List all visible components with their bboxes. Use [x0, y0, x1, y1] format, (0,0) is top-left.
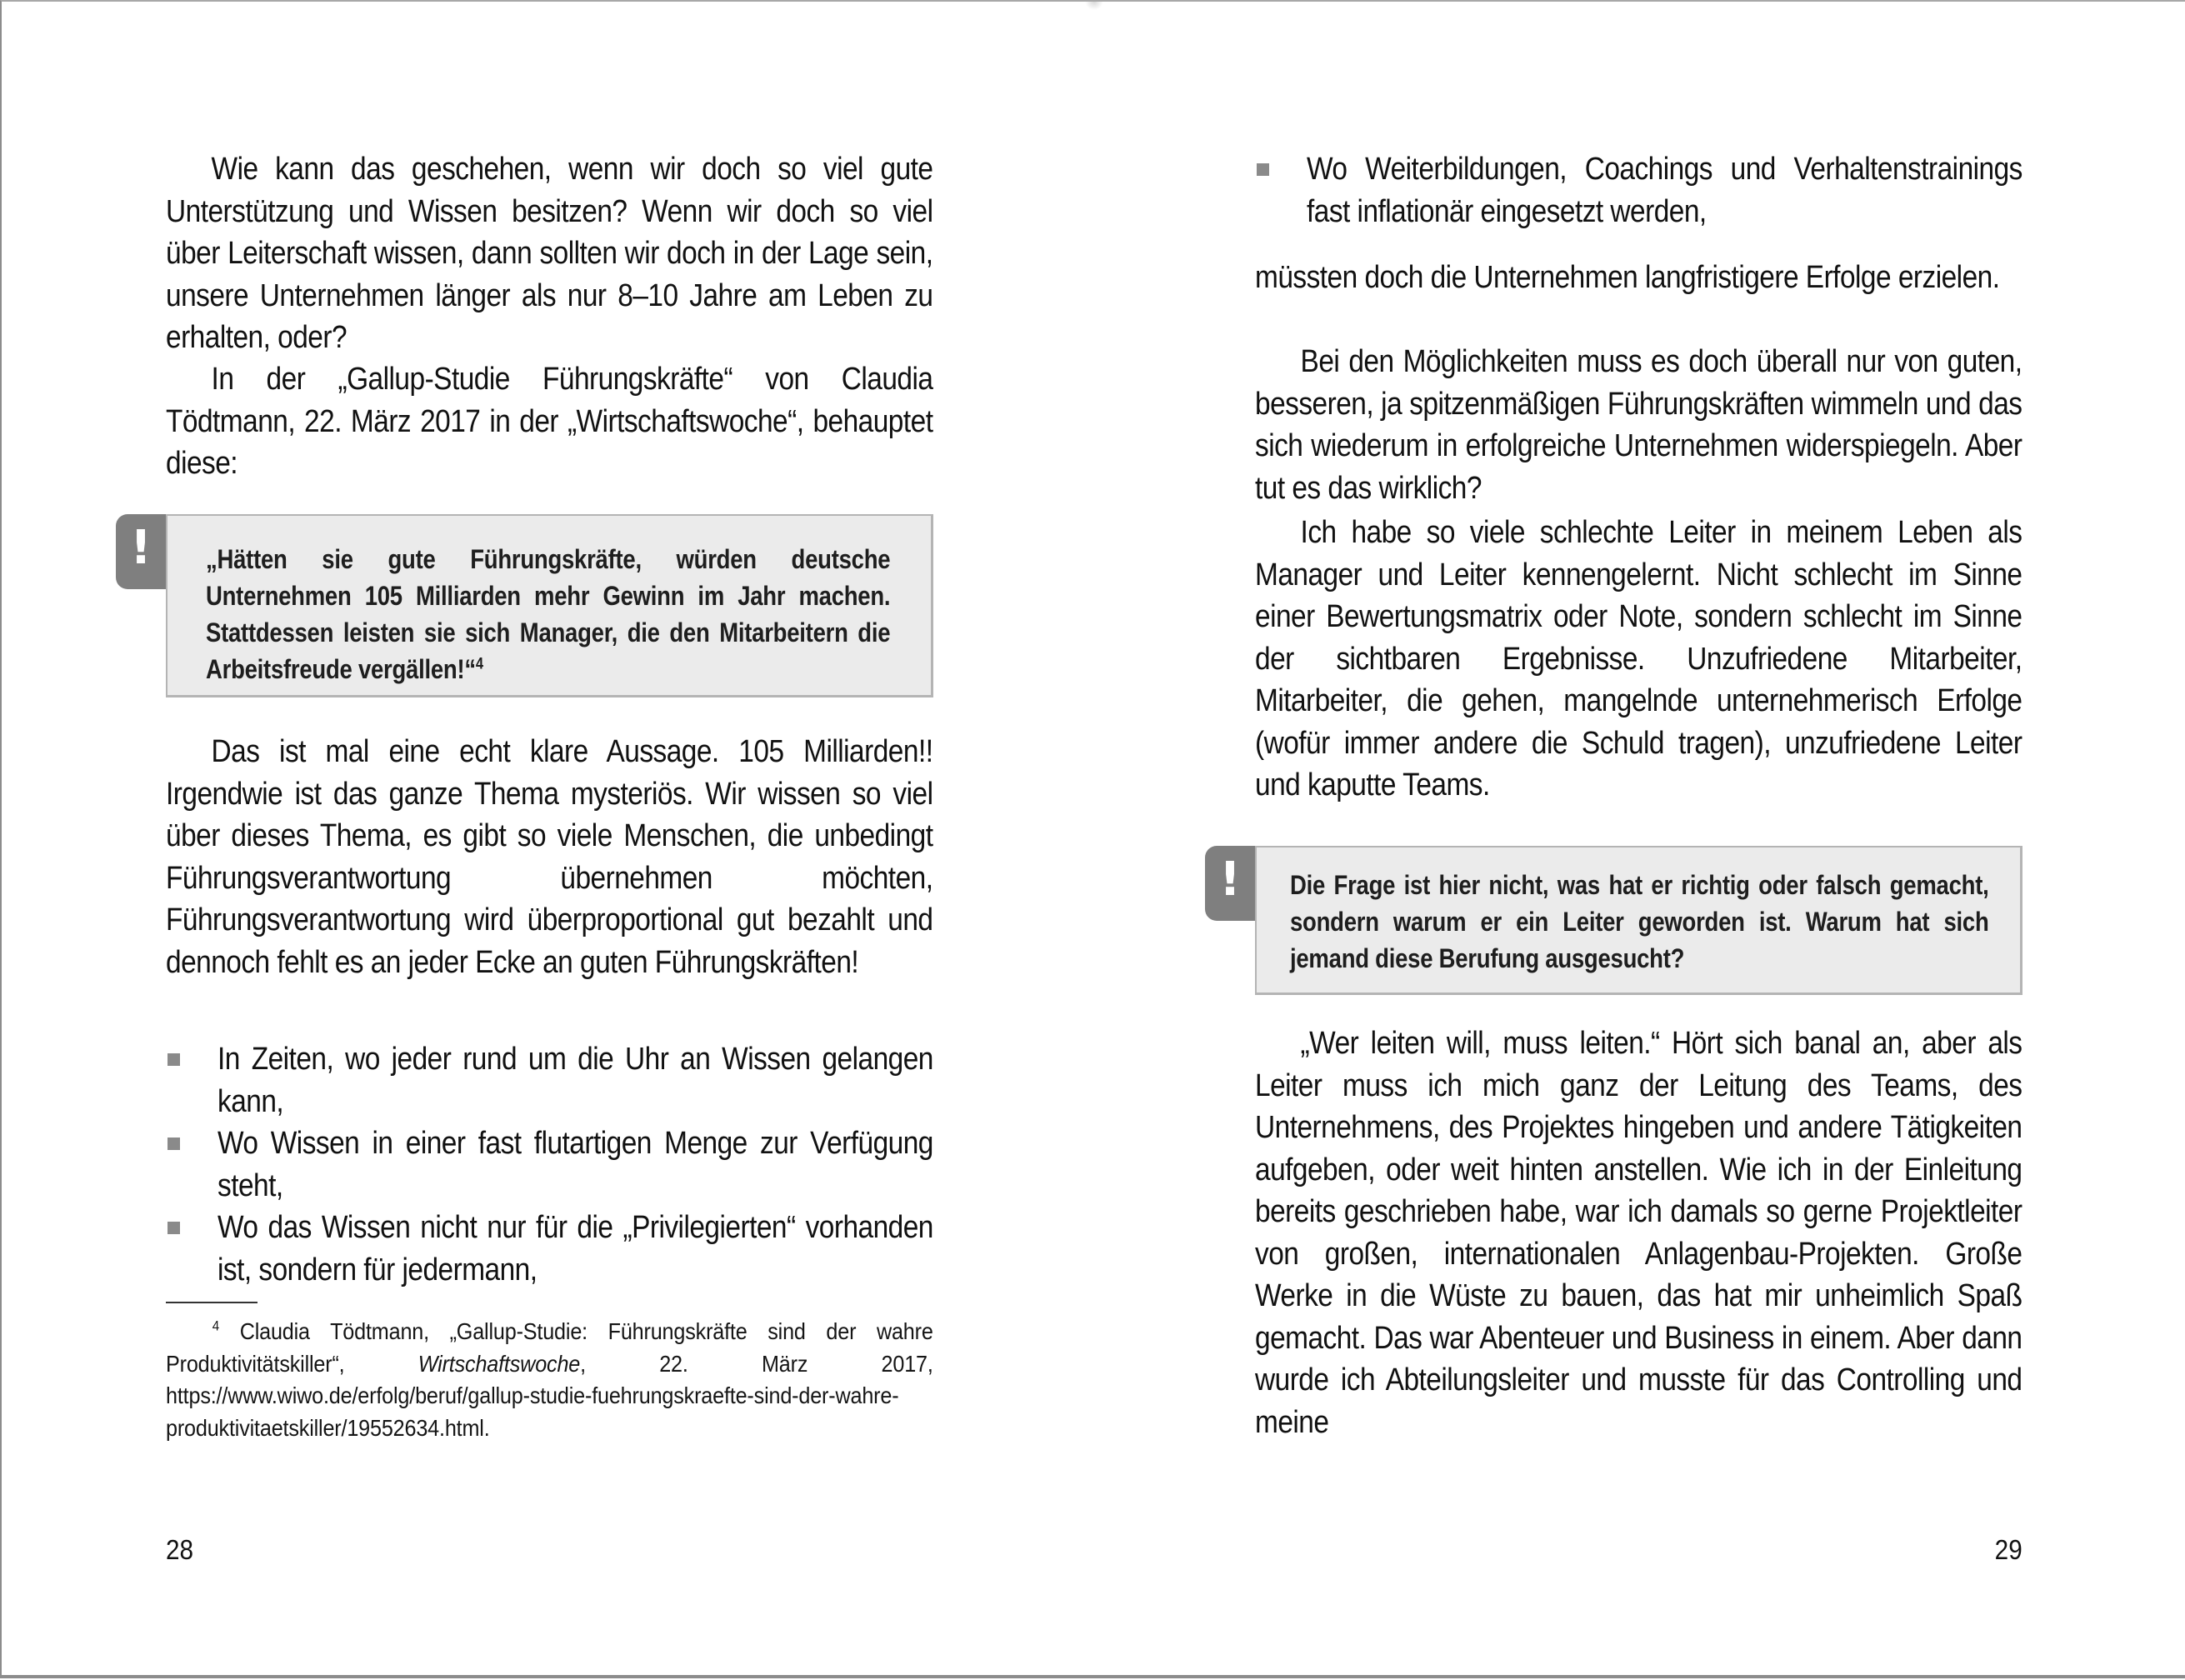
paragraph-text: Wie kann das geschehen, wenn wir doch so viel gute Unterstützung und Wissen besitzen? Wenn wir doch so viel über Leiterschaft wissen, dann sollten wir doch in der Lage sein, unsere Unternehmen länger als nur 8–10 Jahre am Leben zu erhalten, oder?: [166, 152, 933, 355]
footnote-text-start: Claudia Tödtmann, „Gallup-Studie: Führungskräfte sind der wahre Produktivitätskiller“,: [166, 1318, 933, 1377]
bullet-square-icon: [168, 1053, 180, 1066]
exclamation-icon: !: [1219, 852, 1241, 907]
left-paragraph-2: [166, 358, 933, 485]
callout-tab: [1205, 846, 1255, 921]
left-page: [2, 2, 1094, 1680]
right-page: [1094, 2, 2185, 1680]
bullet-square-icon: [1257, 163, 1269, 176]
bullet-square-icon: [168, 1138, 180, 1150]
footnote-number: 4: [212, 1318, 220, 1334]
paragraph-text: „Wer leiten will, muss leiten.“ Hört sich banal an, aber als Leiter muss ich mich ganz der Leitung des Teams, des Unternehmens, des Projektes hingeben und andere Tätigkeiten aufgeben, oder weit hinten anstellen. Wie ich in der Einleitung bereits geschrieben habe, war ich damals so gerne Projektleiter von großen, internationalen Anlagenbau-Projekten. Große Werke in die Wüste zu bauen, das hat mir unheimlich Spaß gemacht. Das war Abenteuer und Business in einem. Aber dann wurde ich Abteilungsleiter und musste für das Controlling und meine: [1255, 1026, 2022, 1440]
bullet-list: [1255, 148, 2022, 232]
right-paragraph-4: [1255, 1022, 2022, 1443]
callout-text: Die Frage ist hier nicht, was hat er richtig oder falsch gemacht, sondern warum er ein Leiter geworden ist. Warum hat sich jemand diese Berufung ausgesucht?: [1290, 870, 1989, 973]
list-item: [1255, 148, 2022, 232]
right-paragraph-1: [1255, 257, 2022, 299]
footnote-publication: Wirtschaftswoche: [418, 1350, 581, 1377]
footnote-text-end[interactable]: , 22. März 2017, https://www.wiwo.de/erfolg/beruf/gallup-studie-fuehrungskraefte-sind-der-wahre-produktivitaetskiller/19552634.html.: [166, 1350, 933, 1441]
paragraph-text: Ich habe so viele schlechte Leiter in meinem Leben als Manager und Leiter kennengelernt. Nicht schlecht im Sinne einer Bewertungsmatrix oder Note, sondern schlecht im Sinne der sichtbaren Ergebnisse. Unzufriedene Mitarbeiter, Mitarbeiter, die gehen, mangelnde unternehmerisch Erfolge (wofür immer andere die Schuld tragen), unzufriedene Leiter und kaputte Teams.: [1255, 515, 2022, 802]
footnote-separator: [166, 1302, 258, 1303]
list-item-text: Wo das Wissen nicht nur für die „Privilegierten“ vorhanden ist, sondern für jedermann,: [218, 1210, 933, 1288]
right-callout-box: [1219, 846, 2022, 995]
paragraph-text: In der „Gallup-Studie Führungskräfte“ von Claudia Tödtmann, 22. März 2017 in der „Wirtschaftswoche“, behauptet diese:: [166, 362, 933, 481]
footnote-text: [166, 1316, 933, 1444]
callout-text: [206, 541, 890, 688]
exclamation-icon: !: [130, 521, 152, 575]
list-item-text: Wo Wissen in einer fast flutartigen Menge zur Verfügung steht,: [218, 1126, 933, 1203]
paragraph-text: müssten doch die Unternehmen langfristigere Erfolge erzielen.: [1255, 260, 2000, 295]
list-item-text: Wo Weiterbildungen, Coachings und Verhaltenstrainings fast inflationär eingesetzt werden,: [1307, 152, 2022, 229]
paragraph-text: Das ist mal eine echt klare Aussage. 105 Milliarden!! Irgendwie ist das ganze Thema mysteriös. Wir wissen so viel über dieses Thema, es gibt so viele Menschen, die unbedingt Führungsverantwortung übernehmen möchten, Führungsverantwortung wird überproportional gut bezahlt und dennoch fehlt es an jeder Ecke an guten Führungskräften!: [166, 734, 933, 980]
page-number-left: 28: [166, 1534, 194, 1565]
paragraph-text: Bei den Möglichkeiten muss es doch überall nur von guten, besseren, ja spitzenmäßigen Führungskräften wimmeln und das sich wiederum in erfolgreiche Unternehmen widerspiegeln. Aber tut es das wirklich?: [1255, 344, 2022, 506]
right-paragraph-3: [1255, 512, 2022, 807]
footnote: [166, 1316, 933, 1444]
right-paragraph-2: [1255, 341, 2022, 509]
left-paragraph-1: [166, 148, 933, 359]
list-item-text: In Zeiten, wo jeder rund um die Uhr an Wissen gelangen kann,: [218, 1042, 933, 1119]
callout-body: [206, 541, 1002, 688]
bullet-square-icon: [168, 1222, 180, 1234]
left-callout-box: [130, 514, 933, 698]
right-bullet-list: [1255, 148, 2022, 232]
page-number-right: 29: [1994, 1534, 2022, 1565]
left-bullet-list: [166, 1038, 933, 1291]
callout-tab: [116, 514, 166, 589]
callout-body: [1290, 867, 2102, 977]
list-item: [166, 1122, 933, 1207]
footnote-ref[interactable]: 4: [475, 655, 483, 673]
bullet-list: [166, 1038, 933, 1291]
left-paragraph-3: [166, 731, 933, 983]
list-item: [166, 1207, 933, 1291]
callout-quote: „Hätten sie gute Führungskräfte, würden deutsche Unternehmen 105 Milliarden mehr Gewinn im Jahr machen. Stattdessen leisten sie sich Manager, die den Mitarbeitern die Arbeitsfreude vergällen!“: [206, 544, 891, 684]
list-item: [166, 1038, 933, 1122]
